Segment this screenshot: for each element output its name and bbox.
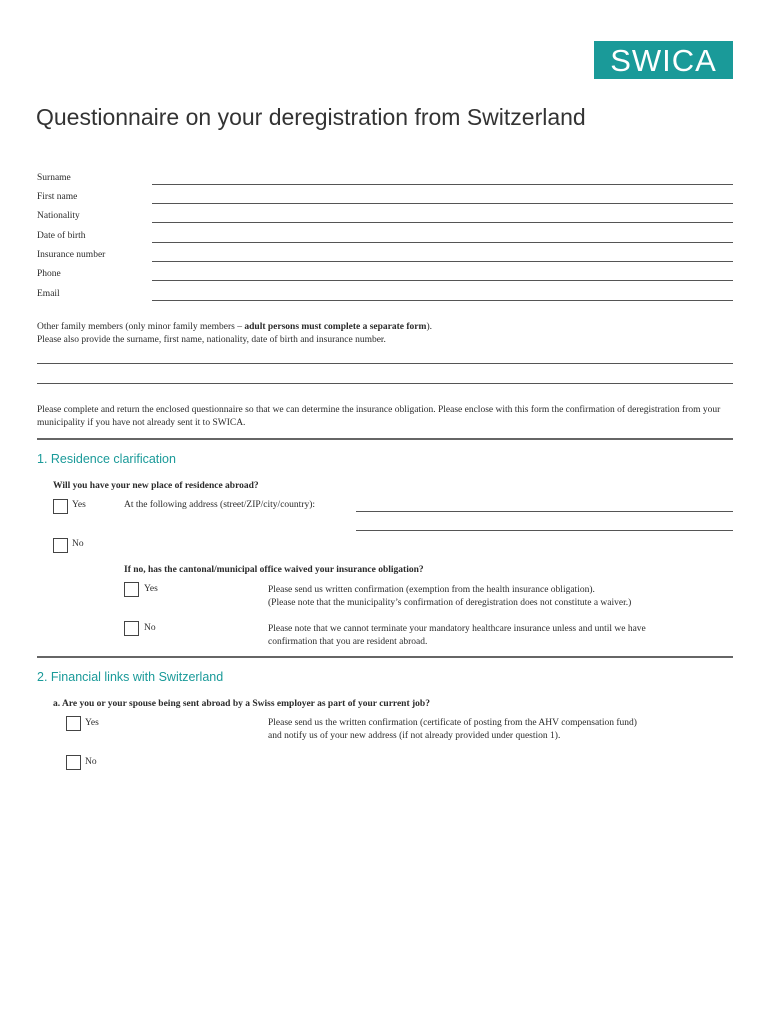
- section-divider: [37, 438, 733, 440]
- email-field[interactable]: [152, 300, 733, 301]
- address-field-2[interactable]: [356, 530, 733, 531]
- family-members-field-2[interactable]: [37, 383, 733, 384]
- posting-yes-checkbox[interactable]: [66, 716, 81, 731]
- posting-no-label: No: [85, 757, 97, 767]
- posting-yes-label: Yes: [85, 718, 99, 728]
- phone-label: Phone: [37, 269, 61, 279]
- first-name-field[interactable]: [152, 203, 733, 204]
- swica-logo: SWICA: [594, 41, 733, 79]
- waiver-yes-text: Please send us written confirmation (exemption from the health insurance obligation). (Please note that the municipality’s confirmation of deregistration does not constitute a waiver.): [268, 585, 632, 608]
- family-members-field-1[interactable]: [37, 363, 733, 364]
- waiver-no-checkbox[interactable]: [124, 621, 139, 636]
- residence-question: Will you have your new place of residence abroad?: [53, 481, 259, 491]
- insurance-number-label: Insurance number: [37, 250, 106, 260]
- phone-field[interactable]: [152, 280, 733, 281]
- address-field-1[interactable]: [356, 511, 733, 512]
- posting-yes-text: Please send us the written confirmation (certificate of posting from the AHV compensation fund) and notify us of your new address (if not already provided under question 1).: [268, 718, 637, 741]
- section-divider: [37, 656, 733, 658]
- date-of-birth-label: Date of birth: [37, 231, 86, 241]
- waiver-yes-checkbox[interactable]: [124, 582, 139, 597]
- residence-no-label: No: [72, 539, 84, 549]
- posting-no-checkbox[interactable]: [66, 755, 81, 770]
- nationality-label: Nationality: [37, 211, 80, 221]
- page-title: Questionnaire on your deregistration from Switzerland: [36, 104, 586, 130]
- surname-label: Surname: [37, 173, 71, 183]
- section-1-heading: 1. Residence clarification: [37, 452, 176, 466]
- insurance-number-field[interactable]: [152, 261, 733, 262]
- residence-yes-label: Yes: [72, 500, 86, 510]
- family-members-note: Other family members (only minor family members – adult persons must complete a separate form). Please also provide the surname, first name, nationality, date of birth and insurance number.: [37, 322, 432, 345]
- waiver-no-label: No: [144, 623, 156, 633]
- date-of-birth-field[interactable]: [152, 242, 733, 243]
- waiver-yes-label: Yes: [144, 584, 158, 594]
- first-name-label: First name: [37, 192, 78, 202]
- email-label: Email: [37, 289, 60, 299]
- residence-no-checkbox[interactable]: [53, 538, 68, 553]
- waiver-question: If no, has the cantonal/municipal office waived your insurance obligation?: [124, 565, 424, 575]
- posting-question: a. Are you or your spouse being sent abroad by a Swiss employer as part of your current job?: [53, 699, 430, 709]
- nationality-field[interactable]: [152, 222, 733, 223]
- section-2-heading: 2. Financial links with Switzerland: [37, 670, 224, 684]
- surname-field[interactable]: [152, 184, 733, 185]
- instructions-text: Please complete and return the enclosed questionnaire so that we can determine the insurance obligation. Please enclose with this form the confirmation of deregistration from your municipality if you have not already sent it to SWICA.: [37, 405, 721, 428]
- residence-yes-checkbox[interactable]: [53, 499, 68, 514]
- waiver-no-text: Please note that we cannot terminate your mandatory healthcare insurance unless and until we have confirmation that you are resident abroad.: [268, 624, 646, 647]
- address-label: At the following address (street/ZIP/city/country):: [124, 500, 316, 510]
